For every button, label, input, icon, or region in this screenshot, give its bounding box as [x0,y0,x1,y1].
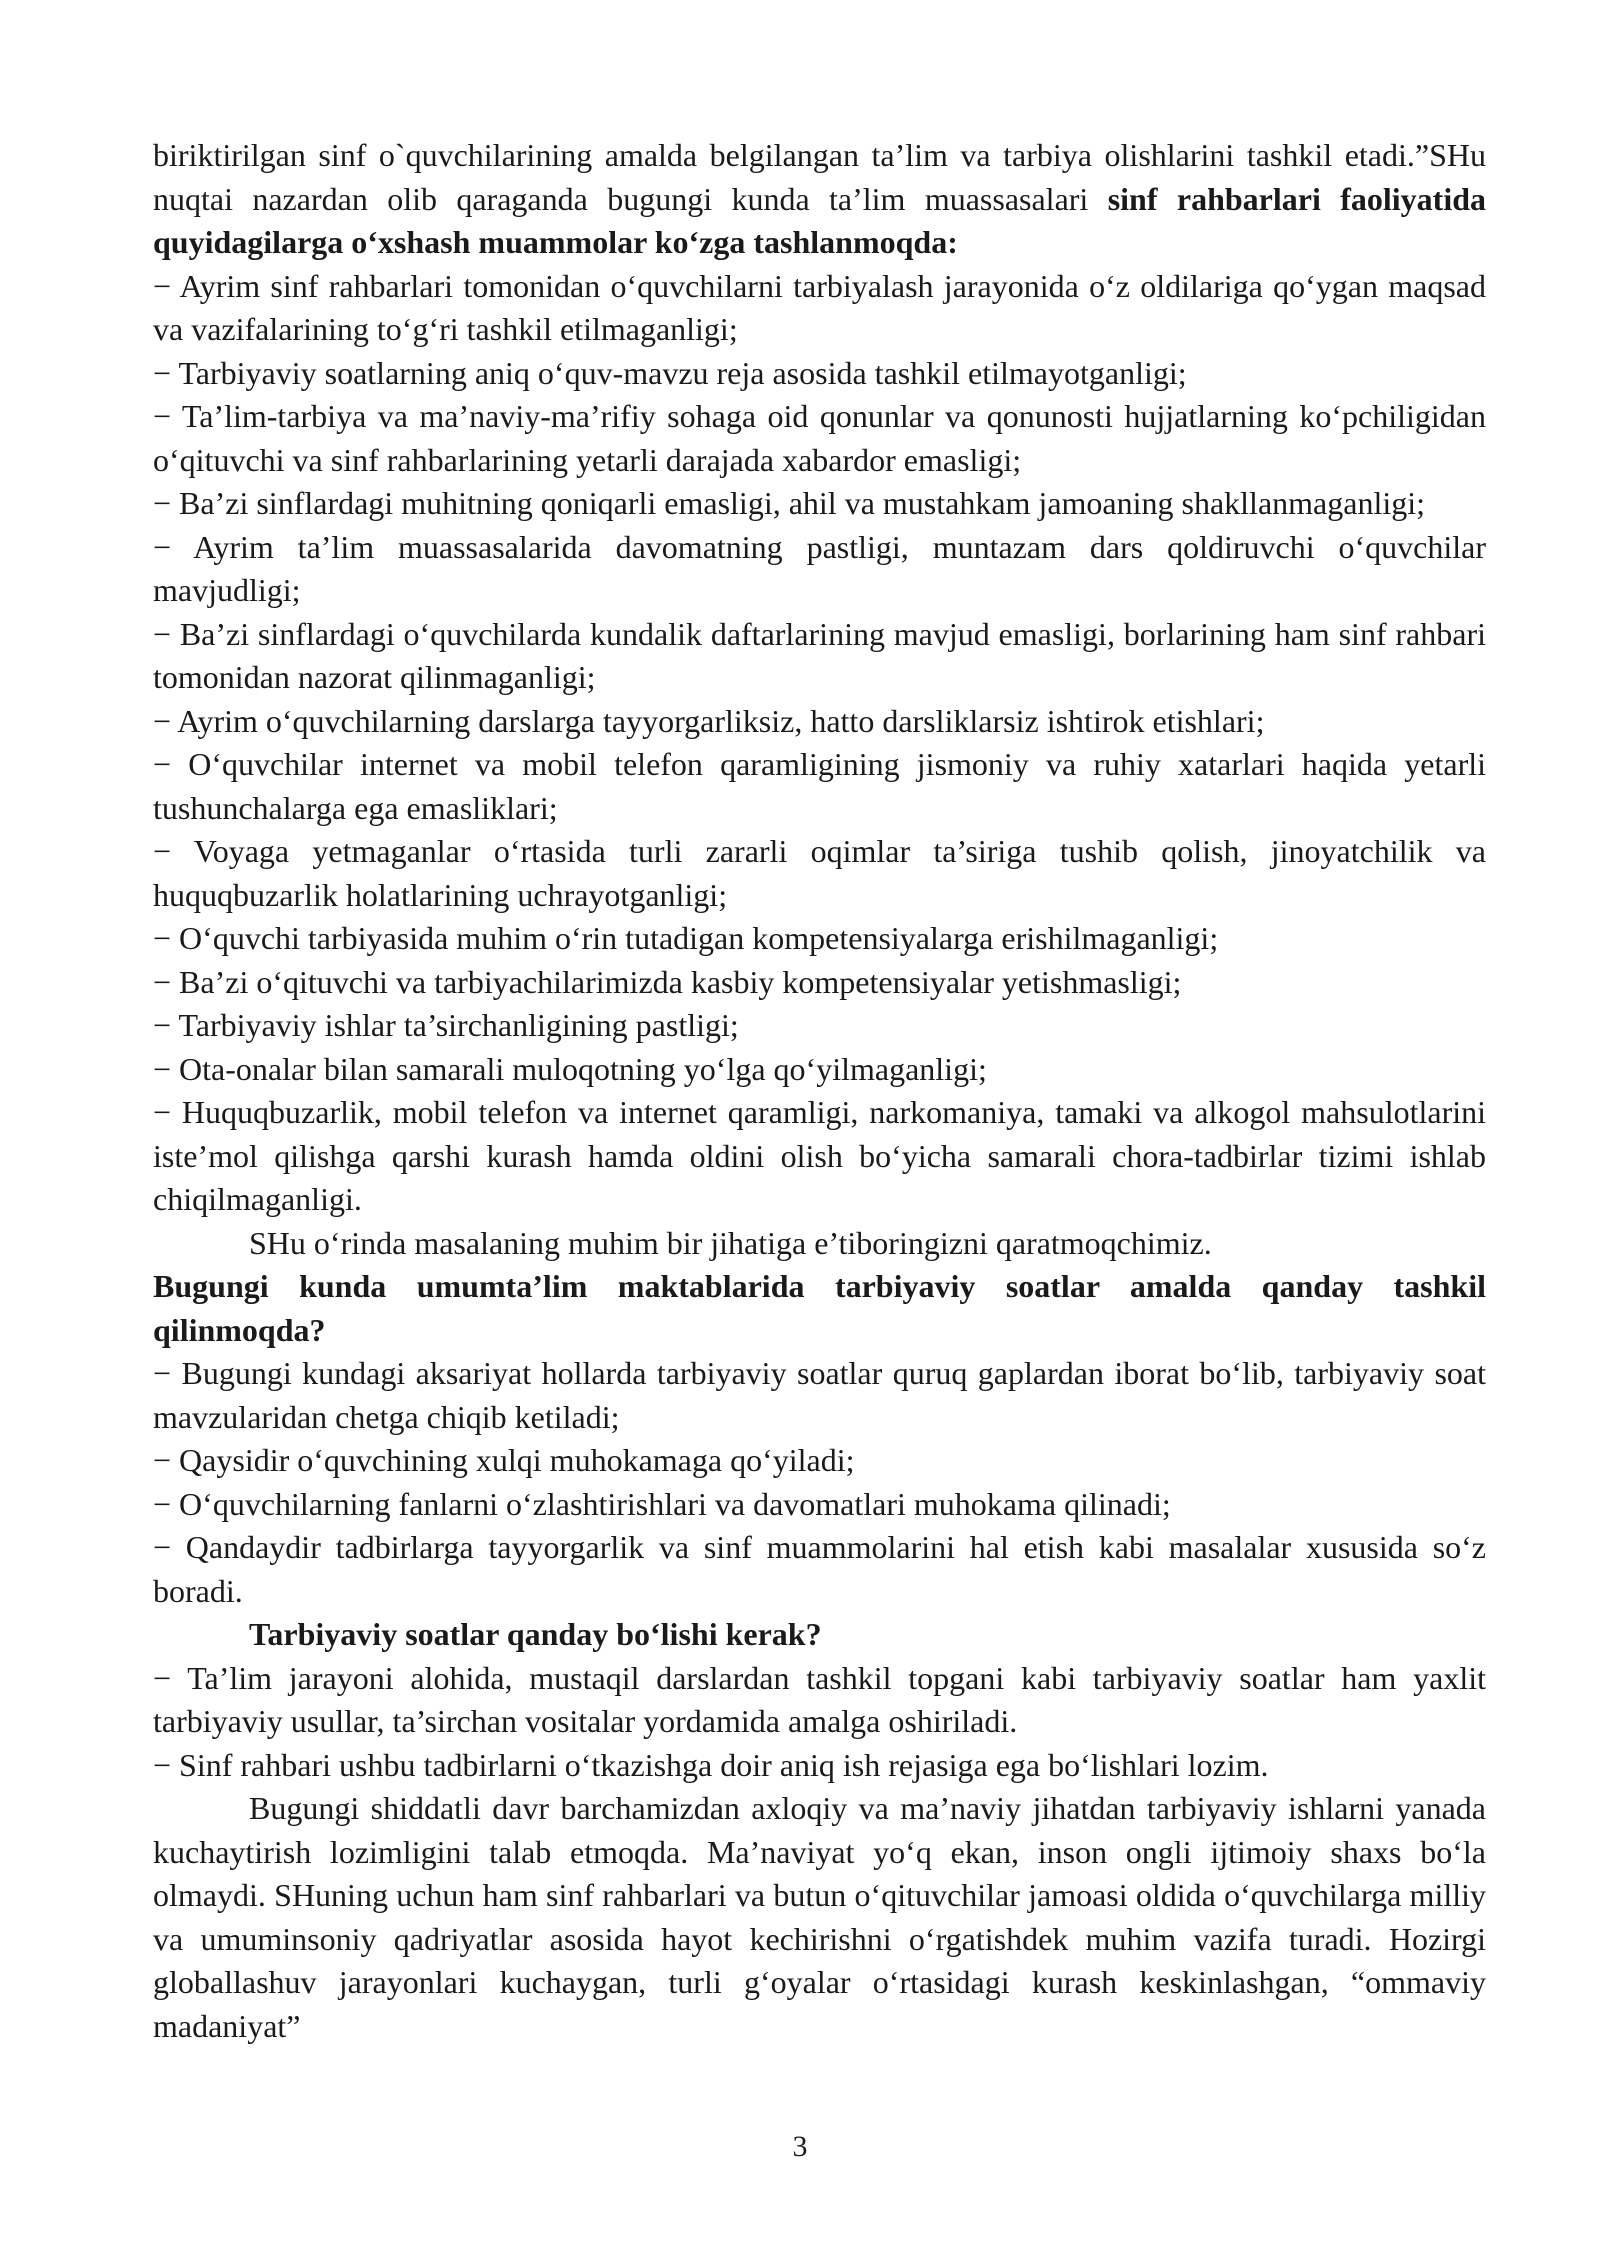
problem-item: − Huquqbuzarlik, mobil telefon va internet qaramligi, narkomaniya, tamaki va alkogol mahsulotlarini iste’mol qilishga qarshi kurash hamda oldini olish bo‘yicha samarali chora-tadbirlar tizimi ishlab chiqilmaganligi. [153,1094,1486,1217]
intro-paragraph [153,134,1486,265]
problem-item: − Ota-onalar bilan samarali muloqotning yo‘lga qo‘yilmaganligi; [153,1050,987,1087]
section2-question: Bugungi kunda umumta’lim maktablarida tarbiyaviy soatlar amalda qanday tashkil qilinmoqda? [153,1268,1486,1348]
intro-text: biriktirilgan sinf o`quvchilarining amalda belgilangan ta’lim va tarbiya olishlarini tashkil etadi.”SHu nuqtai nazardan olib qaraganda bugungi kunda ta’lim muassasalari [153,137,1486,217]
closing-paragraph: Bugungi shiddatli davr barchamizdan axloqiy va ma’naviy jihatdan tarbiyaviy ishlarni yanada kuchaytirish lozimligini talab etmoqda. Ma’naviyat yo‘q ekan, inson ongli ijtimoiy shaxs bo‘la olmaydi. SHuning uchun ham sinf rahbarlari va butun o‘qituvchilar jamoasi oldida o‘quvchilarga milliy va umuminsoniy qadriyatlar asosida hayot kechirishni o‘rgatishdek muhim vazifa turadi. Hozirgi globallashuv jarayonlari kuchaygan, turli g‘oyalar o‘rtasidagi kurash keskinlashgan, “ommaviy madaniyat” [153,1790,1486,2044]
section2-item: − Qaysidir o‘quvchining xulqi muhokamaga qo‘yiladi; [153,1442,855,1478]
problem-item: − Ayrim ta’lim muassasalarida davomatning pastligi, muntazam dars qoldiruvchi o‘quvchilar mavjudligi; [153,528,1486,608]
problem-item: − Ba’zi o‘qituvchi va tarbiyachilarimizda kasbiy kompetensiyalar yetishmasligi; [153,963,1182,1000]
problem-item: − Ta’lim-tarbiya va ma’naviy-ma’rifiy sohaga oid qonunlar va qonunosti hujjatlarning ko‘pchiligidan o‘qituvchi va sinf rahbarlarining yetarli darajada xabardor emasligi; [153,398,1486,478]
section3-item: − Ta’lim jarayoni alohida, mustaqil darslardan tashkil topgani kabi tarbiyaviy soatlar ham yaxlit tarbiyaviy usullar, ta’sirchan vositalar yordamida amalga oshiriladi. [153,1659,1486,1739]
section2-intro: SHu o‘rinda masalaning muhim bir jihatiga e’tiboringizni qaratmoqchimiz. [249,1224,1212,1261]
problem-item: − O‘quvchi tarbiyasida muhim o‘rin tutadigan kompetensiyalarga erishilmaganligi; [153,920,1219,956]
problem-item: − Ayrim sinf rahbarlari tomonidan o‘quvchilarni tarbiyalash jarayonida o‘z oldilariga qo‘ygan maqsad va vazifalarining to‘g‘ri tashkil etilmaganligi; [153,267,1486,347]
page-number: 3 [792,2130,808,2163]
section3-item: − Sinf rahbari ushbu tadbirlarni o‘tkazishga doir aniq ish rejasiga ega bo‘lishlari lozim. [153,1746,1269,1783]
problem-item: − Ba’zi sinflardagi o‘quvchilarda kundalik daftarlarining mavjud emasligi, borlarining ham sinf rahbari tomonidan nazorat qilinmaganligi; [153,615,1486,695]
problem-item: − Tarbiyaviy soatlarning aniq o‘quv-mavzu reja asosida tashkil etilmayotganligi; [153,354,1187,391]
problem-item: − Voyaga yetmaganlar o‘rtasida turli zararli oqimlar ta’siriga tushib qolish, jinoyatchilik va huquqbuzarlik holatlarining uchrayotganligi; [153,833,1486,913]
problem-item: − Tarbiyaviy ishlar ta’sirchanligining pastligi; [153,1007,739,1043]
section2-item: − Qandaydir tadbirlarga tayyorgarlik va sinf muammolarini hal etish kabi masalalar xususida so‘z boradi. [153,1529,1486,1609]
problem-item: − Ayrim o‘quvchilarning darslarga tayyorgarliksiz, hatto darsliklarsiz ishtirok etishlari; [153,702,1265,739]
intro-bold-heading: sinf rahbarlari faoliyatida quyidagilarga o‘xshash muammolar ko‘zga tashlanmoqda: [153,180,1487,260]
section2-item: − Bugungi kundagi aksariyat hollarda tarbiyaviy soatlar quruq gaplardan iborat bo‘lib, tarbiyaviy soat mavzularidan chetga chiqib ketiladi; [153,1355,1486,1435]
document-page [153,134,1486,2048]
section2-item: − O‘quvchilarning fanlarni o‘zlashtirishlari va davomatlari muhokama qilinadi; [153,1485,1171,1522]
problem-item: − O‘quvchilar internet va mobil telefon qaramligining jismoniy va ruhiy xatarlari haqida yetarli tushunchalarga ega emasliklari; [153,746,1486,826]
problem-item: − Ba’zi sinflardagi muhitning qoniqarli emasligi, ahil va mustahkam jamoaning shakllanmaganligi; [153,485,1425,521]
section3-heading: Tarbiyaviy soatlar qanday bo‘lishi kerak? [249,1616,822,1652]
